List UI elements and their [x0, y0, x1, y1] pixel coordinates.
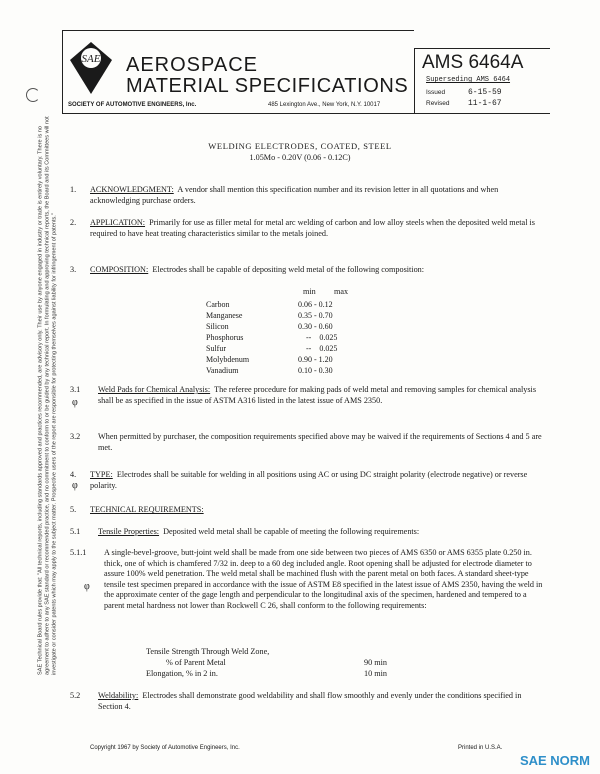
punch-hole-mark	[26, 88, 40, 102]
header-title-line2: MATERIAL SPECIFICATIONS	[126, 75, 409, 97]
s32-number: 3.2	[70, 432, 81, 441]
tensile-label-line2: % of Parent Metal	[166, 658, 226, 667]
s51-text: Deposited weld metal shall be capable of meeting the following requirements:	[163, 527, 420, 536]
header-divider	[414, 48, 415, 113]
section-2	[90, 218, 542, 239]
margin-change-mark: φ	[72, 397, 78, 408]
comp-element: Molybdenum	[206, 355, 250, 364]
comp-element: Phosphorus	[206, 333, 244, 342]
revised-label: Revised	[426, 100, 450, 107]
margin-change-mark: φ	[72, 480, 78, 491]
elongation-value: 10 min	[364, 669, 387, 678]
comp-range: 0.90 - 1.20	[298, 355, 333, 364]
s2-text: Primarily for use as filler metal for metal arc welding of carbon and low alloy steels when the deposited weld metal is required to have heat treating characteristics similar to the metals joined.	[90, 218, 535, 238]
logo-letter-s: SAE	[81, 53, 101, 65]
revised-date: 11-1-67	[468, 99, 502, 108]
s1-heading: ACKNOWLEDGMENT:	[90, 185, 174, 194]
s52-number: 5.2	[70, 691, 81, 700]
header-title-line1: AEROSPACE	[126, 54, 258, 76]
s2-heading: APPLICATION:	[90, 218, 146, 227]
comp-range: 0.30 - 0.60	[298, 322, 333, 331]
tensile-label-line1: Tensile Strength Through Weld Zone,	[146, 647, 270, 656]
doc-subtitle: 1.05Mo - 0.20V (0.06 - 0.12C)	[249, 153, 351, 162]
elongation-label: Elongation, % in 2 in.	[146, 669, 218, 678]
s1-text: A vendor shall mention this specification number and its revision letter in all quotations and when acknowledging purchase orders.	[90, 185, 499, 205]
issued-date: 6-15-59	[468, 88, 502, 97]
s3-heading: COMPOSITION:	[90, 265, 149, 274]
footer-copyright: Copyright 1967 by Society of Automotive Engineers, Inc.	[90, 745, 240, 751]
s3-number: 3.	[70, 265, 77, 274]
sidebar-notice-text: SAE Technical Board rules provide that: "All technical reports, including standards approved and practices recommended, are advisory only. Their use by anyone engaged in industry or trade is entirely voluntary. There is no agreement to adhere to any SAE standard or recommended practice, and no commitment to conform to or be guided by any technical report. In formulating and approving technical reports, the Board and its Committees will not investigate or consider patents which may apply to the subject matter. Prospective users of the report are responsible for protecting themselves against liability for infringement of patents."	[37, 116, 58, 675]
comp-element: Carbon	[206, 300, 230, 309]
comp-element: Silicon	[206, 322, 229, 331]
society-name: SOCIETY OF AUTOMOTIVE ENGINEERS, Inc.	[68, 102, 197, 108]
comp-min-header: min	[303, 287, 316, 296]
section-4	[90, 470, 542, 491]
header-left-border	[62, 30, 63, 113]
s1-number: 1.	[70, 185, 77, 194]
issued-label: Issued	[426, 89, 446, 96]
spec-box-top	[414, 48, 550, 49]
comp-element: Manganese	[206, 311, 243, 320]
comp-element: Vanadium	[206, 366, 239, 375]
section-5-1	[98, 527, 542, 538]
s511-number: 5.1.1	[70, 548, 87, 557]
s4-number: 4.	[70, 470, 77, 479]
comp-max-header: max	[334, 287, 349, 296]
s52-heading: Weldability:	[98, 691, 139, 700]
doc-title: WELDING ELECTRODES, COATED, STEEL	[208, 141, 392, 151]
comp-range: -- 0.025	[306, 344, 338, 353]
section-1	[90, 185, 542, 206]
margin-change-mark: φ	[84, 581, 90, 592]
section-3-1	[98, 385, 542, 406]
s511-text: A single-bevel-groove, butt-joint weld shall be made from one side between two pieces of AMS 6350 or AMS 6355 plate 0.250 in. thick, one of which is chamfered 7/32 in. deep to a 60 deg included angle. Root opening shall be adjusted for electrode diameter to assure 100% weld penetration. The weld metal shall be machined flush with the parent metal on both faces. A standard sheet-type tensile test specimen prepared in accordance with the issue of ASTM E8 specified in the latest issue of AMS 2350, having the weld in the approximate center of the gage length and perpendicular to the longitudinal axis of the specimen, hardened and tempered to a parent metal hardness not lower than Rockwell C 26, shall conform to the following requirements:	[104, 548, 543, 610]
comp-range: 0.10 - 0.30	[298, 366, 333, 375]
comp-range: 0.06 - 0.12	[298, 300, 333, 309]
sae-logo	[68, 40, 114, 96]
section-5-2	[98, 691, 542, 712]
comp-range: 0.35 - 0.70	[298, 311, 333, 320]
s2-number: 2.	[70, 218, 77, 227]
spec-number: AMS 6464A	[422, 52, 524, 73]
tensile-value: 90 min	[364, 658, 387, 667]
header-top-border	[62, 30, 414, 31]
s32-text: When permitted by purchaser, the composition requirements specified above may be waived if the requirements of Sections 4 and 5 are met.	[98, 432, 542, 452]
s51-heading: Tensile Properties:	[98, 527, 160, 536]
s4-text: Electrodes shall be suitable for welding in all positions using AC or using DC straight polarity (electrode negative) or reverse polarity.	[90, 470, 528, 490]
watermark: SAE NORM	[519, 753, 590, 768]
superseding-note: Superseding AMS 6464	[426, 76, 511, 84]
s51-number: 5.1	[70, 527, 81, 536]
s3-text: Electrodes shall be capable of depositing weld metal of the following composition:	[152, 265, 425, 274]
s52-text: Electrodes shall demonstrate good weldability and shall flow smoothly and evenly under the conditions specified in Section 4.	[98, 691, 522, 711]
header-bottom-border	[62, 113, 550, 114]
s31-text: The referee procedure for making pads of weld metal and removing samples for chemical analysis shall be as specified in the issue of ASTM A316 listed in the latest issue of AMS 2350.	[98, 385, 537, 405]
footer-printed: Printed in U.S.A.	[458, 745, 503, 751]
s4-heading: TYPE:	[90, 470, 113, 479]
society-address: 485 Lexington Ave., New York, N.Y. 10017	[268, 102, 381, 108]
s31-number: 3.1	[70, 385, 81, 394]
section-3	[90, 265, 542, 276]
comp-element: Sulfur	[206, 344, 226, 353]
s5-number: 5.	[70, 505, 77, 514]
s31-heading: Weld Pads for Chemical Analysis:	[98, 385, 211, 394]
comp-range: -- 0.025	[306, 333, 338, 342]
s5-heading: TECHNICAL REQUIREMENTS:	[90, 505, 204, 514]
